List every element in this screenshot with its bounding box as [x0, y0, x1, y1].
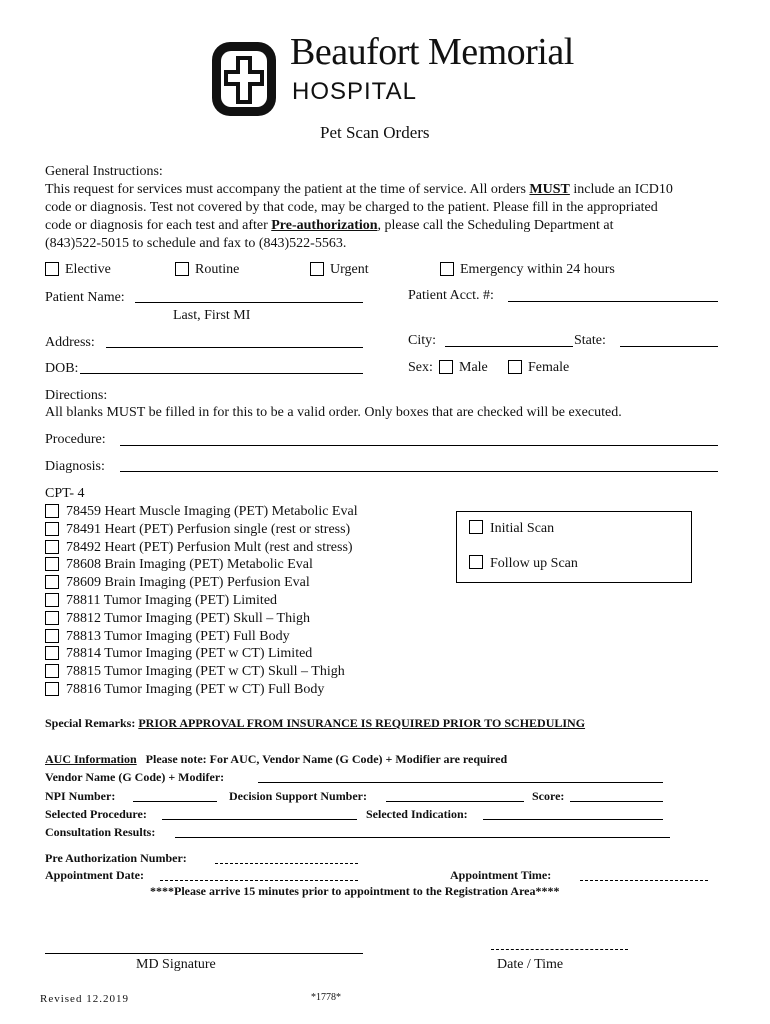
vendor-field[interactable] — [258, 782, 663, 783]
score-label: Score: — [532, 789, 565, 803]
follow-up-scan-checkbox[interactable] — [469, 555, 483, 569]
preauth-number-field[interactable] — [215, 863, 358, 864]
appointment-date-field[interactable] — [160, 880, 358, 881]
emergency-checkbox[interactable] — [440, 262, 454, 276]
urgent-checkbox[interactable] — [310, 262, 324, 276]
preauth-number-label: Pre Authorization Number: — [45, 851, 187, 865]
cpt-checkbox[interactable] — [45, 611, 59, 625]
date-time-label: Date / Time — [497, 957, 564, 972]
npi-field[interactable] — [133, 801, 217, 802]
special-remarks-label: Special Remarks: — [45, 716, 136, 730]
cpt-heading: CPT- 4 — [45, 486, 85, 501]
cpt-item-label: 78609 Brain Imaging (PET) Perfusion Eval — [66, 575, 310, 590]
male-checkbox[interactable] — [439, 360, 453, 374]
routine-label: Routine — [195, 262, 240, 277]
initial-scan-label: Initial Scan — [490, 521, 555, 536]
vendor-label: Vendor Name (G Code) + Modifer: — [45, 770, 225, 784]
female-checkbox[interactable] — [508, 360, 522, 374]
selected-indication-field[interactable] — [483, 819, 663, 820]
auc-header — [45, 752, 507, 767]
follow-up-scan-label: Follow up Scan — [490, 556, 578, 571]
hospital-cross-logo — [210, 40, 278, 118]
address-field[interactable] — [106, 347, 363, 348]
form-code: *1778* — [311, 992, 341, 1003]
cpt-item-label: 78814 Tumor Imaging (PET w CT) Limited — [66, 646, 313, 661]
cpt-item-label: 78459 Heart Muscle Imaging (PET) Metabolic Eval — [66, 504, 358, 519]
cpt-item-label: 78815 Tumor Imaging (PET w CT) Skull – Thigh — [66, 664, 345, 679]
instructions-heading: General Instructions: — [45, 164, 163, 179]
selected-procedure-field[interactable] — [162, 819, 357, 820]
dob-label: DOB: — [45, 361, 79, 376]
instructions-line-1: This request for services must accompany the patient at the time of service. All orders MUST include an ICD10 — [45, 182, 673, 197]
appointment-time-label: Appointment Time: — [450, 868, 552, 882]
directions-text: All blanks MUST be filled in for this to be a valid order. Only boxes that are checked will be executed. — [45, 405, 622, 420]
city-label: City: — [408, 333, 437, 348]
state-label: State: — [574, 333, 606, 348]
hospital-subtitle: HOSPITAL — [292, 78, 417, 105]
cpt-checkbox[interactable] — [45, 682, 59, 696]
consultation-label: Consultation Results: — [45, 825, 156, 839]
preauth-emphasis: Pre-authorization — [271, 218, 378, 233]
cpt-checkbox[interactable] — [45, 664, 59, 678]
patient-acct-label: Patient Acct. #: — [408, 288, 494, 303]
score-field[interactable] — [570, 801, 663, 802]
female-label: Female — [528, 360, 570, 375]
routine-checkbox[interactable] — [175, 262, 189, 276]
cpt-checkbox[interactable] — [45, 504, 59, 518]
cpt-item-label: 78608 Brain Imaging (PET) Metabolic Eval — [66, 557, 313, 572]
elective-checkbox[interactable] — [45, 262, 59, 276]
patient-name-hint: Last, First MI — [173, 308, 251, 323]
npi-label: NPI Number: — [45, 789, 116, 803]
md-signature-label: MD Signature — [136, 957, 216, 972]
cpt-checkbox[interactable] — [45, 540, 59, 554]
instructions-line-2: code or diagnosis. Test not covered by that code, may be charged to the patient. Please fill in the appropriated — [45, 200, 658, 215]
elective-label: Elective — [65, 262, 111, 277]
cpt-item-label: 78813 Tumor Imaging (PET) Full Body — [66, 629, 290, 644]
appointment-time-field[interactable] — [580, 880, 708, 881]
cpt-checkbox[interactable] — [45, 629, 59, 643]
diagnosis-label: Diagnosis: — [45, 459, 105, 474]
must-emphasis: MUST — [529, 182, 570, 197]
diagnosis-field[interactable] — [120, 471, 718, 472]
dob-field[interactable] — [80, 373, 363, 374]
patient-name-field[interactable] — [135, 302, 363, 303]
patient-name-label: Patient Name: — [45, 290, 125, 305]
cpt-checkbox[interactable] — [45, 575, 59, 589]
cpt-item-label: 78492 Heart (PET) Perfusion Mult (rest and stress) — [66, 540, 353, 555]
consultation-field[interactable] — [175, 837, 670, 838]
cpt-item-label: 78816 Tumor Imaging (PET w CT) Full Body — [66, 682, 325, 697]
cpt-item-label: 78811 Tumor Imaging (PET) Limited — [66, 593, 278, 608]
city-field[interactable] — [445, 346, 573, 347]
cpt-item-label: 78491 Heart (PET) Perfusion single (rest or stress) — [66, 522, 351, 537]
state-field[interactable] — [620, 346, 718, 347]
hospital-name: Beaufort Memorial — [290, 31, 574, 73]
cpt-checkbox[interactable] — [45, 557, 59, 571]
appointment-date-label: Appointment Date: — [45, 868, 144, 882]
dsn-label: Decision Support Number: — [229, 789, 368, 803]
selected-procedure-label: Selected Procedure: — [45, 807, 147, 821]
auc-note: Please note: For AUC, Vendor Name (G Code) + Modifier are required — [145, 752, 508, 766]
form-title: Pet Scan Orders — [320, 123, 430, 142]
auc-heading: AUC Information — [45, 752, 137, 766]
instructions-line-4: (843)522-5015 to schedule and fax to (843)522-5563. — [45, 236, 347, 251]
male-label: Male — [459, 360, 488, 375]
cpt-checkbox[interactable] — [45, 593, 59, 607]
special-remarks — [45, 716, 585, 731]
cpt-checkbox[interactable] — [45, 646, 59, 660]
emergency-label: Emergency within 24 hours — [460, 262, 615, 277]
procedure-field[interactable] — [120, 445, 718, 446]
dsn-field[interactable] — [386, 801, 524, 802]
arrival-note: ****Please arrive 15 minutes prior to appointment to the Registration Area**** — [150, 884, 560, 898]
address-label: Address: — [45, 335, 95, 350]
procedure-label: Procedure: — [45, 432, 106, 447]
urgent-label: Urgent — [330, 262, 369, 277]
patient-acct-field[interactable] — [508, 301, 718, 302]
directions-heading: Directions: — [45, 388, 108, 403]
initial-scan-checkbox[interactable] — [469, 520, 483, 534]
special-remarks-text: PRIOR APPROVAL FROM INSURANCE IS REQUIRED PRIOR TO SCHEDULING — [138, 716, 586, 730]
cpt-checkbox[interactable] — [45, 522, 59, 536]
selected-indication-label: Selected Indication: — [366, 807, 468, 821]
md-signature-field[interactable] — [45, 953, 363, 954]
instructions-line-3: code or diagnosis for each test and after Pre-authorization, please call the Scheduling Department at — [45, 218, 614, 233]
date-time-field[interactable] — [491, 949, 628, 950]
revised-date: Revised 12.2019 — [40, 993, 129, 1005]
cpt-item-label: 78812 Tumor Imaging (PET) Skull – Thigh — [66, 611, 310, 626]
sex-label: Sex: — [408, 360, 433, 375]
